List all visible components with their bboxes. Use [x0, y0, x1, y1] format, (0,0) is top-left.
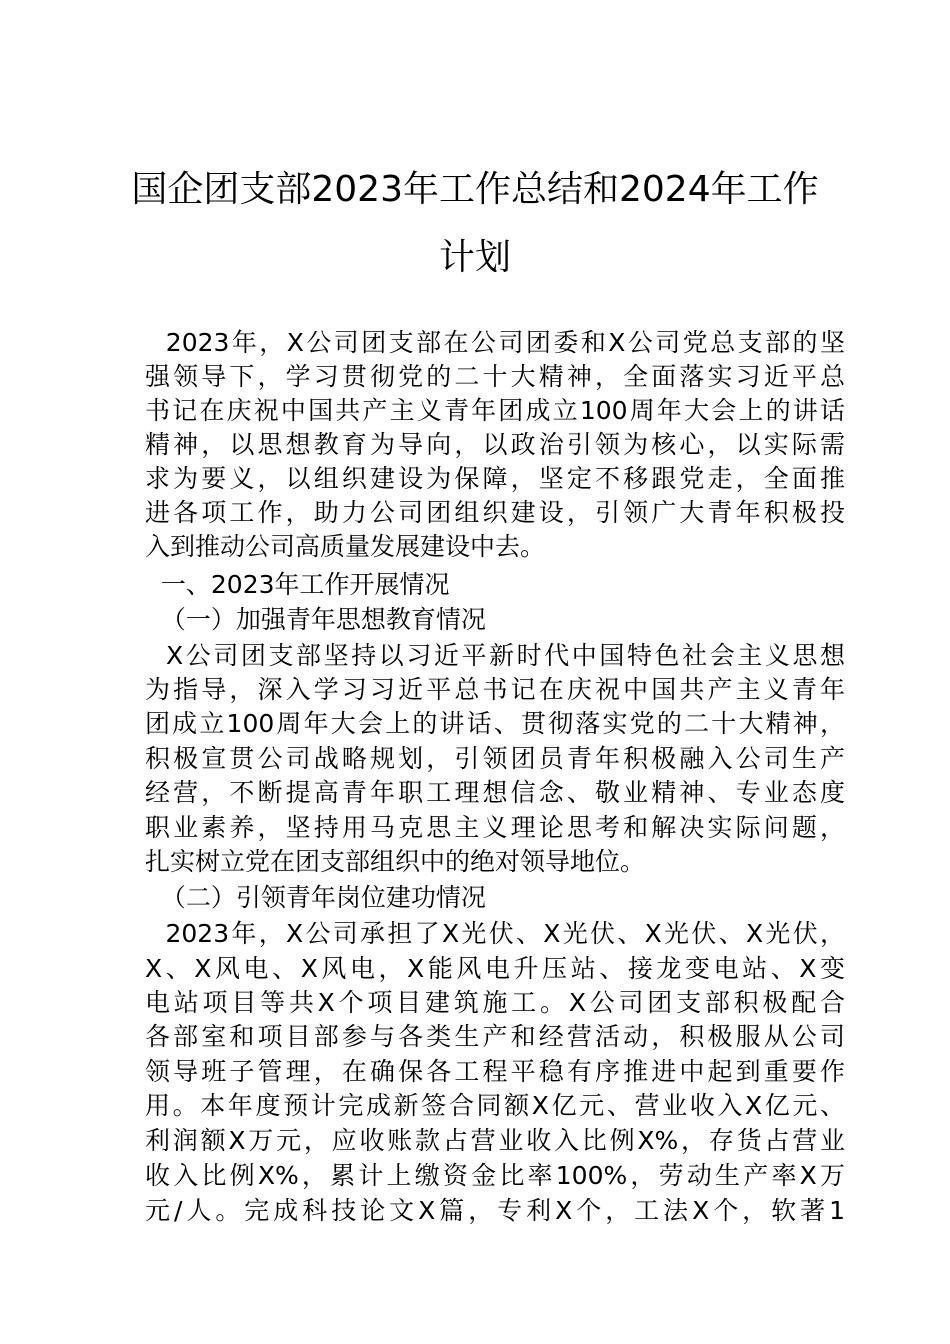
- body-line: 电站项目等共X个项目建筑施工。X公司团支部积极配合: [145, 988, 845, 1017]
- body-line: 2023年，X公司承担了X光伏、X光伏、X光伏、X光伏，: [145, 919, 845, 948]
- body-line: 团成立100周年大会上的讲话、贯彻落实党的二十大精神，: [145, 709, 845, 738]
- body-line: 积极宣贯公司战略规划，引领团员青年积极融入公司生产: [145, 744, 845, 773]
- body-line: 书记在庆祝中国共产主义青年团成立100周年大会上的讲话: [145, 396, 845, 425]
- body-line: 用。本年度预计完成新签合同额X亿元、营业收入X亿元、: [145, 1091, 845, 1120]
- body-line: 为指导，深入学习习近平总书记在庆祝中国共产主义青年: [145, 675, 845, 704]
- body-line: 经营，不断提高青年职工理想信念、敬业精神、专业态度: [145, 778, 845, 807]
- body-line: X公司团支部坚持以习近平新时代中国特色社会主义思想: [145, 641, 845, 670]
- body-line: 元/人。完成科技论文X篇，专利X个，工法X个，软著1: [145, 1196, 845, 1225]
- document-title-line-1: 国企团支部2023年工作总结和2024年工作: [131, 169, 819, 210]
- body-line: 职业素养，坚持用马克思主义理论思考和解决实际问题，: [145, 813, 845, 842]
- body-line: 收入比例X%，累计上缴资金比率100%，劳动生产率X万: [145, 1161, 845, 1190]
- subsection-heading: （一）加强青年思想教育情况: [145, 605, 486, 634]
- body-line: 扎实树立党在团支部组织中的绝对领导地位。: [145, 847, 646, 876]
- body-line: 利润额X万元，应收账款占营业收入比例X%，存货占营业: [145, 1126, 845, 1155]
- document-title-line-2: 计划: [438, 237, 511, 278]
- section-heading: 一、2023年工作开展情况: [145, 570, 450, 599]
- body-line: 强领导下，学习贯彻党的二十大精神，全面落实习近平总: [145, 362, 845, 391]
- body-line: 入到推动公司高质量发展建设中去。: [145, 532, 546, 561]
- subsection-heading: （二）引领青年岗位建功情况: [145, 883, 486, 912]
- body-line: 2023年，X公司团支部在公司团委和X公司党总支部的坚: [145, 328, 845, 357]
- body-line: X、X风电、X风电，X能风电升压站、接龙变电站、X变: [145, 954, 845, 983]
- body-line: 领导班子管理，在确保各工程平稳有序推进中起到重要作: [145, 1057, 845, 1086]
- body-line: 精神，以思想教育为导向，以政治引领为核心，以实际需: [145, 430, 845, 459]
- body-line: 求为要义，以组织建设为保障，坚定不移跟党走，全面推: [145, 464, 845, 493]
- body-line: 各部室和项目部参与各类生产和经营活动，积极服从公司: [145, 1022, 845, 1051]
- body-line: 进各项工作，助力公司团组织建设，引领广大青年积极投: [145, 498, 845, 527]
